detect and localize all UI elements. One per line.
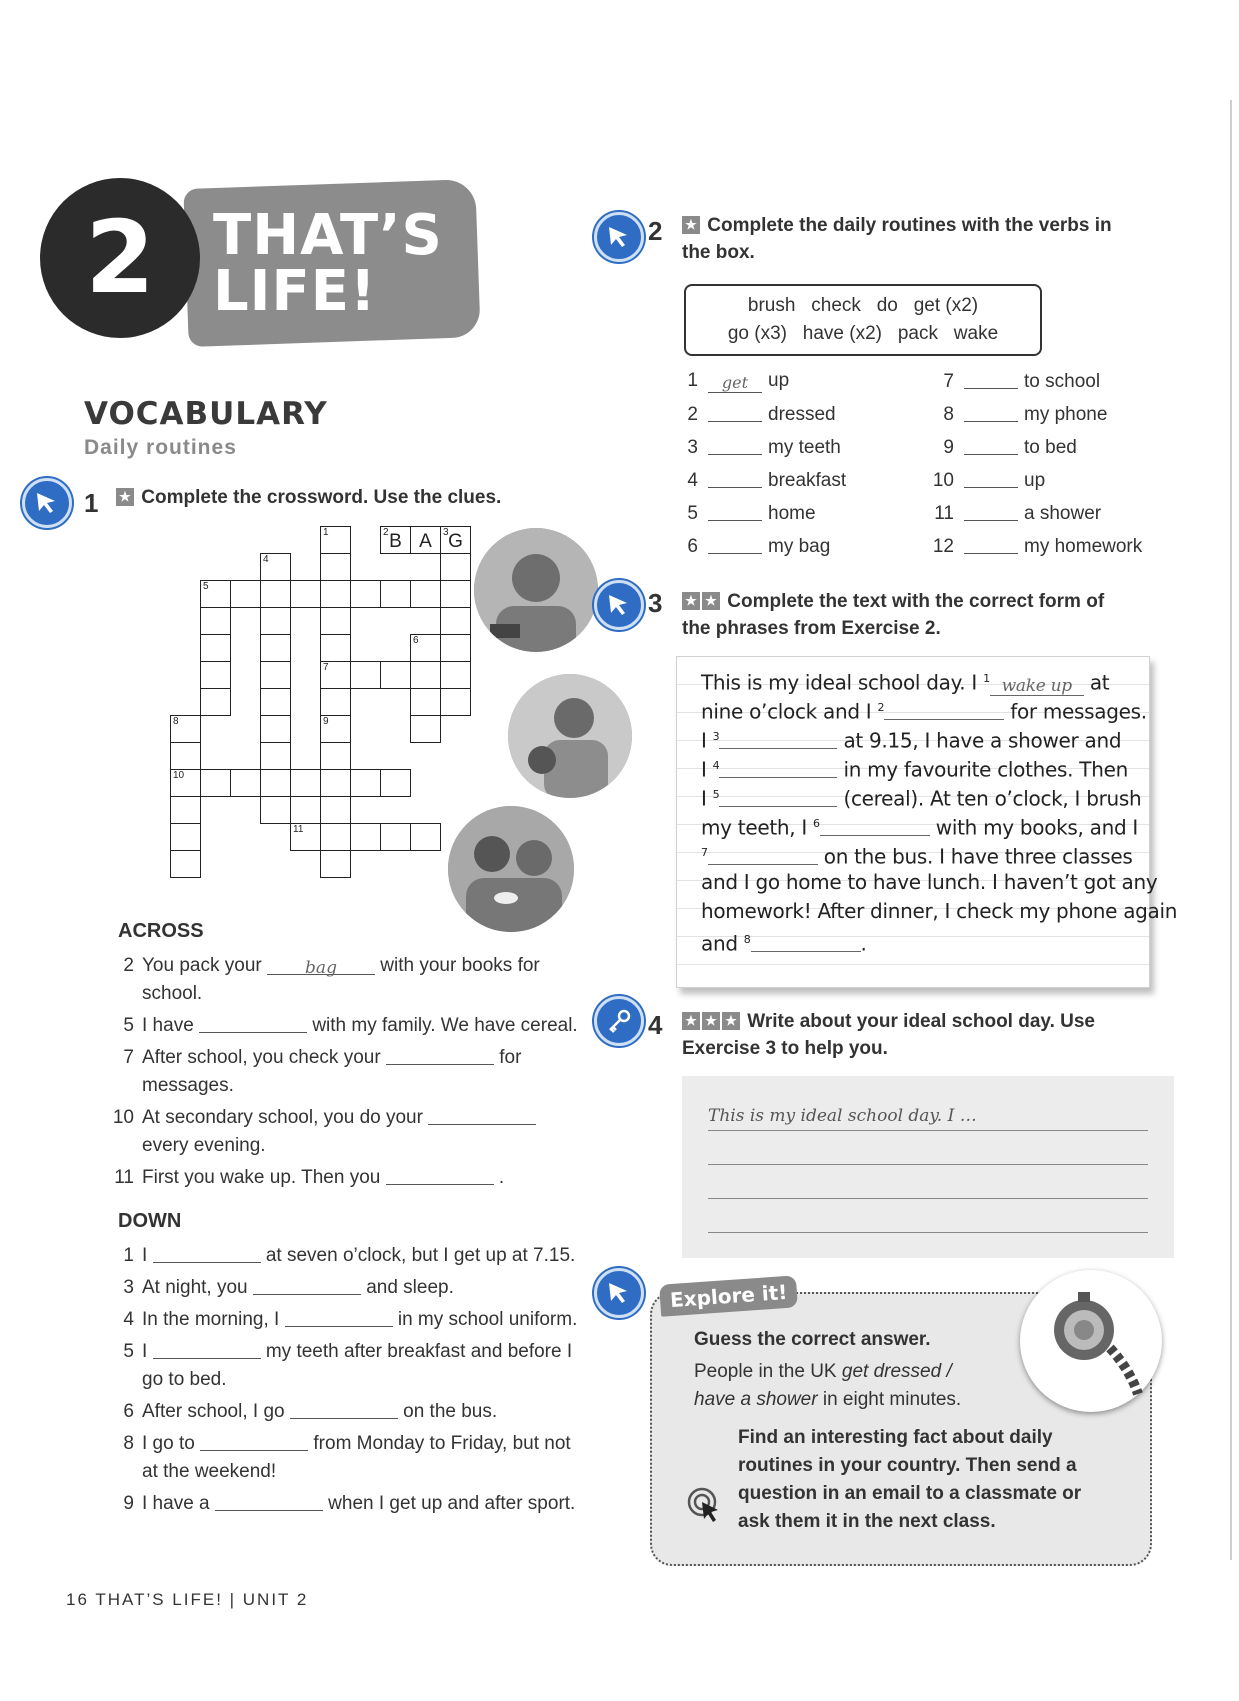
writing-line[interactable] — [708, 1208, 1148, 1233]
routine-item — [926, 535, 1142, 558]
crossword-cell[interactable] — [380, 526, 411, 554]
page-edge — [1230, 100, 1232, 1560]
clue-text: After school, I go — [142, 1401, 285, 1422]
answer-blank[interactable] — [708, 469, 762, 488]
crossword-cell[interactable] — [260, 688, 291, 716]
answer-blank[interactable] — [964, 502, 1018, 521]
unit-title — [213, 203, 443, 324]
clue-item — [110, 1044, 620, 1100]
item-number: 12 — [932, 536, 954, 557]
clue-number: 5 — [123, 1015, 134, 1036]
crossword-cell[interactable] — [410, 688, 441, 716]
exercise-number: 1 — [84, 488, 99, 518]
crossword-cell[interactable] — [320, 526, 351, 554]
instruction-text: Complete the text with the correct form of — [727, 591, 1105, 612]
instruction-text: Write about your ideal school day. Use — [747, 1011, 1095, 1032]
crossword-cell[interactable] — [410, 580, 441, 608]
crossword-cell[interactable] — [320, 823, 351, 851]
clue-text: I — [142, 1341, 148, 1362]
unit-number: 2 — [40, 178, 200, 338]
crossword-cell[interactable] — [380, 823, 411, 851]
item-text: my phone — [1024, 404, 1108, 425]
crossword-cell[interactable] — [230, 580, 261, 608]
clue-number: 9 — [123, 1493, 134, 1514]
clue-number: 2 — [123, 955, 134, 976]
down-heading: DOWN — [118, 1210, 182, 1232]
clue-text: from Monday to Friday, but not — [313, 1433, 571, 1454]
answer-blank[interactable] — [386, 1164, 494, 1185]
crossword-cell[interactable] — [380, 769, 411, 797]
interactive-cursor-icon[interactable] — [22, 478, 72, 528]
crossword-cell[interactable] — [200, 580, 231, 608]
answer-blank[interactable] — [428, 1104, 536, 1125]
unit-title-line2: LIFE! — [213, 259, 377, 324]
crossword-cell[interactable] — [170, 850, 201, 878]
routine-item — [670, 436, 841, 459]
clue-number: 1 — [123, 1245, 134, 1266]
answer-blank[interactable] — [199, 1012, 307, 1033]
crossword-cell[interactable] — [320, 580, 351, 608]
answer-blank[interactable] — [820, 817, 930, 836]
item-text: to school — [1024, 371, 1101, 392]
answer-blank[interactable] — [708, 535, 762, 554]
text-line: my teeth, I $^6$ with my books, and I — [701, 815, 1139, 840]
clue-item — [110, 1490, 620, 1518]
item-text: my homework — [1024, 536, 1143, 557]
crossword-cell[interactable] — [260, 634, 291, 662]
crossword-cell[interactable] — [320, 553, 351, 581]
clue-number: 10 — [112, 1107, 134, 1128]
crossword-cell[interactable] — [320, 850, 351, 878]
item-number: 2 — [687, 404, 698, 425]
clue-number: 11 — [114, 1167, 134, 1188]
crossword-cell[interactable] — [290, 823, 321, 851]
answer-blank[interactable] — [964, 403, 1018, 422]
routine-item — [926, 370, 1100, 393]
crossword-cell[interactable] — [320, 796, 351, 824]
clue-text: I have — [142, 1015, 194, 1036]
star-icon: ★ — [682, 1012, 700, 1030]
stopwatch-icon — [1020, 1270, 1162, 1412]
interactive-cursor-icon[interactable] — [594, 212, 644, 262]
crossword-cell[interactable] — [410, 634, 441, 662]
clue-number: 7 — [123, 1047, 134, 1068]
text-line: nine o’clock and I $^2$ for messages. — [701, 699, 1147, 724]
exercise-instruction — [116, 484, 501, 511]
crossword-cell[interactable] — [380, 661, 411, 689]
crossword-cell[interactable] — [320, 607, 351, 635]
routine-item — [670, 469, 846, 492]
instruction-text: Complete the crossword. Use the clues. — [141, 487, 502, 508]
clue-text: on the bus. — [403, 1401, 498, 1422]
answer-blank[interactable] — [253, 1274, 361, 1295]
item-number: 7 — [943, 371, 954, 392]
clue-text: . — [498, 1167, 505, 1188]
writing-line[interactable] — [708, 1140, 1148, 1165]
crossword-cell[interactable] — [230, 769, 261, 797]
answer-blank[interactable] — [290, 1398, 398, 1419]
item-text: to bed — [1024, 437, 1077, 458]
instruction-text: Exercise 3 to help you. — [682, 1038, 888, 1059]
answer-blank[interactable] — [964, 535, 1018, 554]
click-icon — [686, 1486, 726, 1531]
item-text: up — [1024, 470, 1046, 491]
crossword-cell[interactable] — [320, 661, 351, 689]
crossword-cell[interactable] — [260, 553, 291, 581]
answer-blank[interactable] — [708, 846, 818, 865]
exercise-instruction — [682, 1008, 1152, 1062]
crossword-cell[interactable] — [320, 769, 351, 797]
crossword-clue-number: 3 — [443, 527, 449, 538]
crossword-cell[interactable] — [440, 688, 471, 716]
answer-blank[interactable]: get — [708, 374, 762, 393]
crossword-cell[interactable] — [260, 715, 291, 743]
clue-item — [110, 1398, 620, 1426]
crossword-cell[interactable] — [170, 742, 201, 770]
note-paper — [676, 656, 1178, 988]
routine-item — [926, 403, 1107, 426]
crossword-cell[interactable] — [260, 607, 291, 635]
clue-text: every evening. — [142, 1135, 266, 1156]
item-text: my teeth — [768, 437, 841, 458]
exercise-instruction — [682, 212, 1152, 266]
item-text: dressed — [768, 404, 836, 425]
crossword-clue-number: 1 — [323, 527, 329, 538]
star-icon: ★ — [722, 1012, 740, 1030]
clue-item — [110, 1164, 620, 1192]
crossword-cell[interactable] — [350, 661, 381, 689]
section-heading: VOCABULARY — [84, 396, 328, 432]
instruction-text: the box. — [682, 242, 755, 263]
verb-box-line: brush check do get (x2) — [747, 295, 979, 316]
crossword-cell[interactable] — [320, 715, 351, 743]
item-text: my bag — [768, 536, 831, 557]
clue-text: I have a — [142, 1493, 210, 1514]
crossword-cell[interactable] — [170, 715, 201, 743]
photo-two-teens-eating — [448, 806, 574, 932]
key-icon[interactable] — [594, 996, 644, 1046]
crossword-cell[interactable] — [440, 661, 471, 689]
crossword-cell[interactable] — [290, 580, 321, 608]
clue-text: After school, you check your — [142, 1047, 381, 1068]
clue-text: At secondary school, you do your — [142, 1107, 423, 1128]
answer-blank[interactable] — [708, 436, 762, 455]
clue-text: You pack your — [142, 955, 262, 976]
crossword-cell[interactable] — [260, 742, 291, 770]
verb-box-line: go (x3) have (x2) pack wake — [727, 323, 999, 344]
clue-item — [110, 1306, 620, 1334]
text-line: and I go home to have lunch. I haven’t got any — [701, 870, 1158, 894]
exercise-number: 4 — [648, 1010, 663, 1040]
item-text: up — [768, 370, 790, 391]
clue-number: 8 — [123, 1433, 134, 1454]
clue-item — [110, 1012, 620, 1040]
crossword-cell[interactable] — [170, 796, 201, 824]
answer-blank[interactable]: bag — [267, 954, 375, 975]
clue-number: 6 — [123, 1401, 134, 1422]
item-number: 11 — [934, 503, 954, 524]
clue-text: when I get up and after sport. — [328, 1493, 576, 1514]
star-icon: ★ — [702, 1012, 720, 1030]
crossword-clue-number: 11 — [293, 824, 304, 835]
clue-text: I — [142, 1245, 148, 1266]
clue-text: my teeth after breakfast and before I — [265, 1341, 573, 1362]
explore-task: Find an interesting fact about daily routines in your country. Then send a question in an email to a classmate or ask them it in the next class. — [738, 1427, 1082, 1532]
text-line: This is my ideal school day. I $^1$ wake up at — [701, 670, 1110, 696]
routine-item — [926, 436, 1077, 459]
crossword-cell[interactable] — [350, 580, 381, 608]
writing-line[interactable] — [708, 1174, 1148, 1199]
item-number: 4 — [687, 470, 698, 491]
photo-boy-with-phone — [474, 528, 598, 652]
text-line: I $^5$ (cereal). At ten o’clock, I brush — [701, 786, 1142, 811]
interactive-cursor-icon[interactable] — [594, 580, 644, 630]
routine-item — [670, 502, 816, 525]
answer-blank[interactable] — [719, 788, 837, 807]
clue-text: with your books for — [380, 955, 540, 976]
crossword-cell[interactable] — [200, 634, 231, 662]
exercise-number: 3 — [648, 588, 663, 618]
text-line: I $^3$ at 9.15, I have a shower and — [701, 728, 1122, 753]
crossword-cell[interactable] — [320, 742, 351, 770]
star-icon: ★ — [702, 592, 720, 610]
crossword-cell[interactable] — [440, 580, 471, 608]
answer-blank[interactable] — [964, 370, 1018, 389]
clue-text: in my school uniform. — [397, 1309, 578, 1330]
explore-heading: Guess the correct answer. — [694, 1329, 931, 1350]
item-text: home — [768, 503, 816, 524]
crossword-clue-number: 10 — [173, 770, 185, 781]
crossword-cell[interactable] — [320, 634, 351, 662]
crossword-cell[interactable] — [200, 607, 231, 635]
crossword-cell[interactable] — [440, 607, 471, 635]
answer-blank[interactable] — [719, 759, 837, 778]
crossword-cell[interactable] — [260, 580, 291, 608]
answer-blank[interactable] — [285, 1306, 393, 1327]
item-number: 1 — [687, 370, 698, 391]
clue-item — [110, 1242, 620, 1270]
crossword-clue-number: 4 — [263, 554, 269, 565]
crossword-cell[interactable] — [260, 796, 291, 824]
star-icon: ★ — [116, 488, 134, 506]
photo-girl-with-kettle — [508, 674, 632, 798]
clue-text: go to bed. — [142, 1369, 227, 1390]
star-icon: ★ — [682, 216, 700, 234]
crossword-cell[interactable] — [170, 769, 201, 797]
clue-item — [110, 952, 620, 1008]
crossword-clue-number: 8 — [173, 716, 179, 727]
section-subheading: Daily routines — [84, 436, 237, 459]
exercise-number: 2 — [648, 216, 663, 246]
answer-blank[interactable] — [200, 1430, 308, 1451]
crossword-cell[interactable] — [410, 715, 441, 743]
unit-title-line1: THAT’S — [213, 203, 443, 268]
clue-item — [110, 1104, 620, 1160]
instruction-text: Complete the daily routines with the verbs in — [707, 215, 1112, 236]
across-heading: ACROSS — [118, 920, 204, 942]
clue-item — [110, 1338, 620, 1394]
item-text: breakfast — [768, 470, 847, 491]
answer-blank[interactable] — [708, 403, 762, 422]
clue-text: First you wake up. Then you — [142, 1167, 381, 1188]
routine-item — [926, 502, 1101, 525]
crossword-letter: A — [419, 531, 432, 552]
clue-number: 5 — [123, 1341, 134, 1362]
clue-text: In the morning, I — [142, 1309, 280, 1330]
answer-blank[interactable] — [751, 933, 861, 952]
text-line: and $^8$ . — [701, 931, 867, 956]
clue-text: At night, you — [142, 1277, 248, 1298]
crossword-cell[interactable] — [440, 553, 471, 581]
crossword-cell[interactable] — [290, 769, 321, 797]
item-text: a shower — [1024, 503, 1102, 524]
crossword-letter: B — [389, 531, 402, 552]
crossword-cell[interactable] — [380, 580, 411, 608]
crossword-cell[interactable] — [440, 634, 471, 662]
routine-item — [670, 370, 789, 393]
clue-item — [110, 1274, 620, 1302]
clue-text: I go to — [142, 1433, 195, 1454]
item-number: 10 — [932, 470, 954, 491]
explore-tag: Explore it! — [659, 1275, 798, 1317]
exercise-instruction — [682, 588, 1152, 642]
clue-number: 4 — [123, 1309, 134, 1330]
writing-line[interactable]: This is my ideal school day. I … — [708, 1106, 1148, 1131]
crossword-cell[interactable] — [260, 769, 291, 797]
text-line: I $^4$ in my favourite clothes. Then — [701, 757, 1128, 782]
item-number: 8 — [943, 404, 954, 425]
crossword-cell[interactable] — [410, 661, 441, 689]
answer-blank[interactable] — [964, 469, 1018, 488]
crossword-clue-number: 5 — [203, 581, 209, 592]
item-number: 6 — [687, 536, 698, 557]
clue-item — [110, 1430, 620, 1486]
crossword-cell[interactable] — [410, 526, 441, 554]
instruction-text: the phrases from Exercise 2. — [682, 618, 941, 639]
item-number: 9 — [943, 437, 954, 458]
clue-text: school. — [142, 983, 203, 1004]
crossword-letter: G — [448, 531, 463, 552]
crossword-cell[interactable] — [260, 661, 291, 689]
answer-blank[interactable]: wake up — [990, 677, 1084, 696]
crossword-clue-number: 2 — [383, 527, 389, 538]
routine-item — [926, 469, 1045, 492]
answer-blank[interactable] — [884, 701, 1004, 720]
clue-text: and sleep. — [366, 1277, 454, 1298]
verb-box — [684, 284, 1042, 356]
crossword-cell[interactable] — [170, 823, 201, 851]
text-line: $^7$ on the bus. I have three classes — [701, 844, 1133, 869]
answer-blank[interactable] — [386, 1044, 494, 1065]
clue-text: at seven o’clock, but I get up at 7.15. — [265, 1245, 576, 1266]
crossword-cell[interactable] — [200, 769, 231, 797]
star-icon: ★ — [682, 592, 700, 610]
clue-text: with my family. We have cereal. — [312, 1015, 578, 1036]
item-number: 5 — [687, 503, 698, 524]
text-line: homework! After dinner, I check my phone again — [701, 899, 1178, 923]
crossword-clue-number: 7 — [323, 662, 329, 673]
crossword-cell[interactable] — [410, 823, 441, 851]
answer-blank[interactable] — [153, 1338, 261, 1359]
answer-blank[interactable] — [719, 730, 837, 749]
item-number: 3 — [687, 437, 698, 458]
crossword-cell[interactable] — [200, 661, 231, 689]
crossword-cell[interactable] — [320, 688, 351, 716]
crossword-cell[interactable] — [200, 688, 231, 716]
writing-area[interactable] — [682, 1076, 1174, 1258]
crossword-cell[interactable] — [440, 526, 471, 554]
routine-item — [670, 403, 836, 426]
crossword-cell[interactable] — [350, 823, 381, 851]
interactive-cursor-icon[interactable] — [594, 1268, 644, 1318]
answer-blank[interactable] — [215, 1490, 323, 1511]
answer-blank[interactable] — [708, 502, 762, 521]
answer-blank[interactable] — [153, 1242, 261, 1263]
clue-number: 3 — [123, 1277, 134, 1298]
clue-text: at the weekend! — [142, 1461, 277, 1482]
answer-blank[interactable] — [964, 436, 1018, 455]
explore-question: People in the UK get dressed / have a shower in eight minutes. — [694, 1361, 962, 1410]
page-footer: 16 THAT’S LIFE! | UNIT 2 — [66, 1590, 309, 1609]
routine-item — [670, 535, 830, 558]
crossword-cell[interactable] — [350, 769, 381, 797]
clue-text: messages. — [142, 1075, 234, 1096]
crossword-clue-number: 6 — [413, 635, 419, 646]
crossword-clue-number: 9 — [323, 716, 329, 727]
clue-text: for — [499, 1047, 522, 1068]
